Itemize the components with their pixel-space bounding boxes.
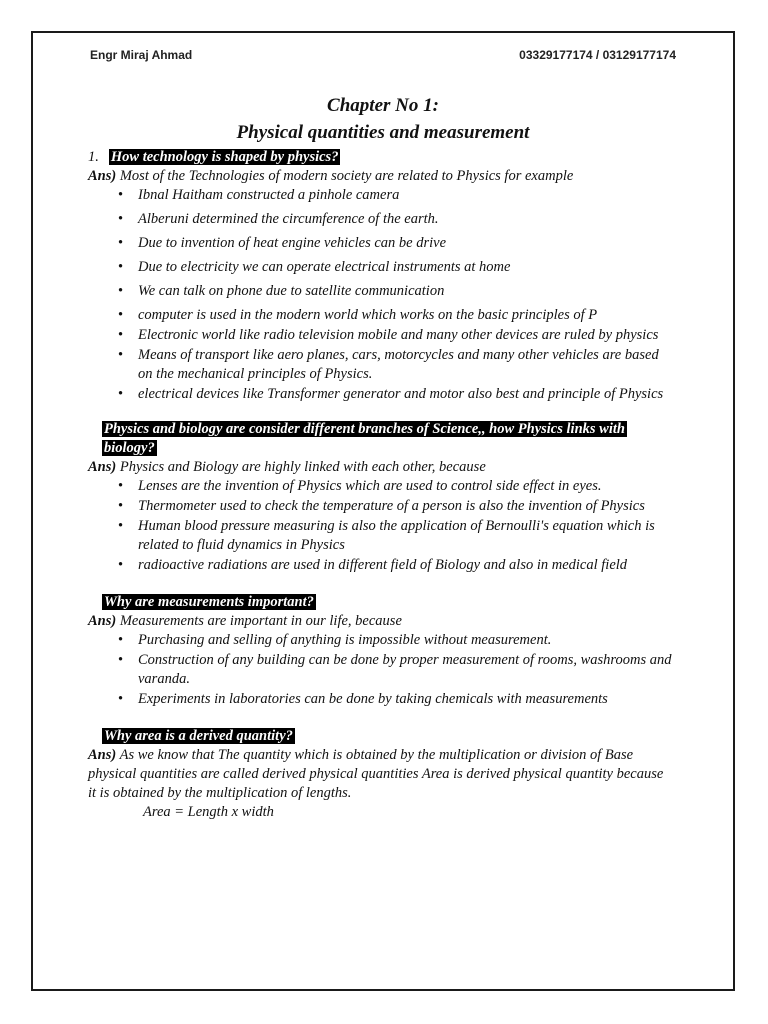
answer-2: [88, 458, 674, 477]
list-item: • Lenses are the invention of Physics which are used to control side effect in eyes.: [88, 477, 674, 496]
question-heading: Physics and biology are consider different branches of Science,, how Physics links with biology?: [104, 421, 625, 456]
answer-text: Most of the Technologies of modern society are related to Physics for example: [119, 168, 574, 184]
list-item: • computer is used in the modern world which works on the basic principles of P: [88, 306, 674, 325]
answer-text: Measurements are important in our life, because: [119, 613, 402, 629]
answer-4: [88, 746, 674, 803]
list-item: • Means of transport like aero planes, cars, motorcycles and many other vehicles are based on the mechanical principles of Physics.: [88, 346, 674, 384]
list-item: • Experiments in laboratories can be done by taking chemicals with measurements: [88, 690, 674, 709]
list-item: • Due to electricity we can operate electrical instruments at home: [88, 258, 674, 277]
question-heading: Why are measurements important?: [104, 594, 314, 610]
answer-label: Ans): [88, 747, 117, 763]
author-name: Engr Miraj Ahmad: [90, 48, 193, 62]
list-item: • Ibnal Haitham constructed a pinhole camera: [88, 186, 674, 205]
area-formula: Area = Length x width: [143, 804, 274, 820]
answer-text: Physics and Biology are highly linked with each other, because: [119, 459, 486, 475]
list-item: • Alberuni determined the circumference of the earth.: [88, 210, 674, 229]
question-1: [88, 148, 674, 167]
list-item: • Thermometer used to check the temperature of a person is also the invention of Physics: [88, 497, 674, 516]
chapter-number: Chapter No 1:: [327, 95, 439, 116]
question-heading: Why area is a derived quantity?: [104, 728, 293, 744]
answer-label: Ans): [88, 613, 117, 629]
chapter-title: Physical quantities and measurement: [236, 122, 530, 143]
answer-label: Ans): [88, 168, 117, 184]
answer-2-list: [88, 477, 674, 575]
list-item: • Due to invention of heat engine vehicles can be drive: [88, 234, 674, 253]
question-4: [88, 727, 674, 746]
list-item: • Construction of any building can be done by proper measurement of rooms, washrooms and varanda.: [88, 651, 674, 689]
list-item: • Electronic world like radio television mobile and many other devices are ruled by physics: [88, 326, 674, 345]
answer-1-list: [88, 186, 674, 404]
answer-3: [88, 612, 674, 631]
list-item: • Human blood pressure measuring is also the application of Bernoulli's equation which is related to fluid dynamics in Physics: [88, 517, 674, 555]
question-2: [88, 420, 674, 458]
list-item: • Purchasing and selling of anything is impossible without measurement.: [88, 631, 674, 650]
answer-3-list: [88, 631, 674, 709]
question-number: 1.: [88, 149, 99, 165]
answer-text: As we know that The quantity which is obtained by the multiplication or division of Base physical quantities are called derived physical quantities Area is derived physical quantity because it is obtained by the multiplication of lengths.: [88, 747, 664, 801]
document-body: [88, 148, 674, 822]
answer-label: Ans): [88, 459, 117, 475]
list-item: • We can talk on phone due to satellite communication: [88, 282, 674, 301]
list-item: • electrical devices like Transformer generator and motor also best and principle of Physics: [88, 385, 674, 404]
question-heading: How technology is shaped by physics?: [110, 149, 339, 165]
list-item: • radioactive radiations are used in different field of Biology and also in medical field: [88, 556, 674, 575]
phone-numbers: 03329177174 / 03129177174: [519, 48, 676, 62]
answer-1: [88, 167, 674, 186]
question-3: [88, 593, 674, 612]
